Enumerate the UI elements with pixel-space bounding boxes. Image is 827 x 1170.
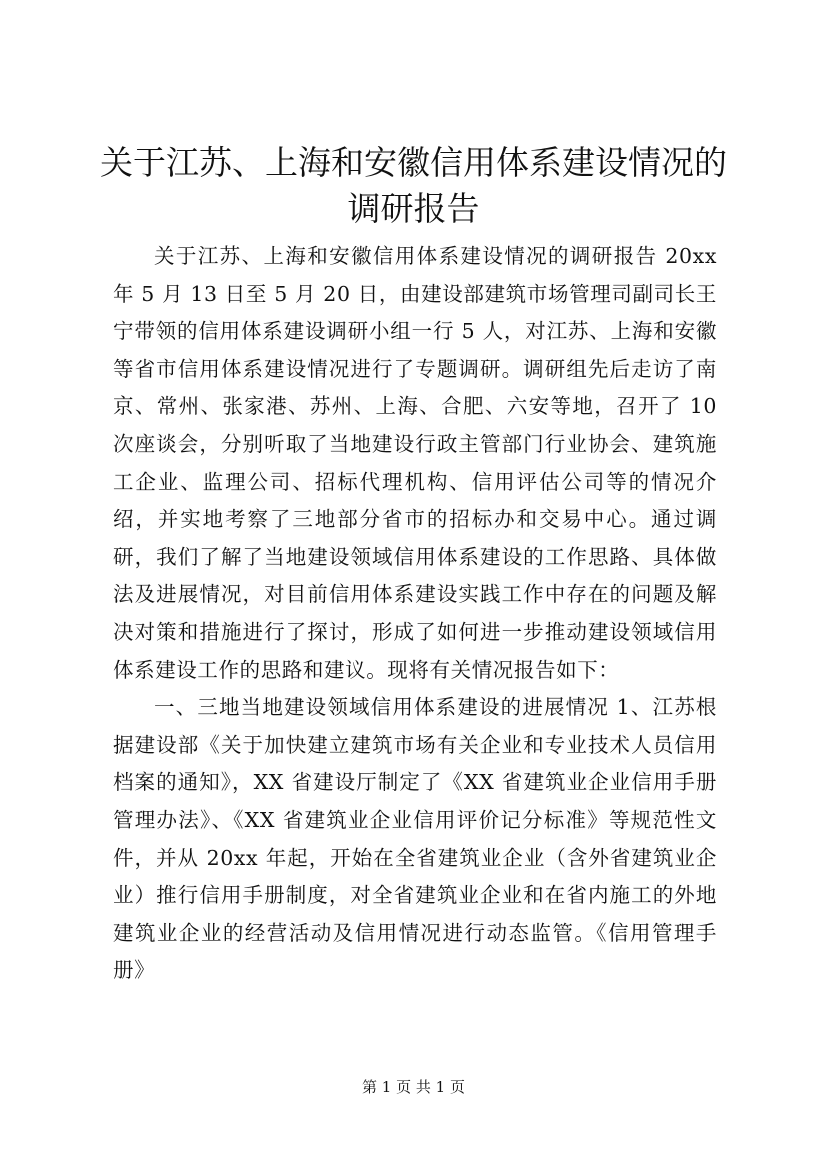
page-number-footer: 第 1 页 共 1 页 xyxy=(362,1078,465,1096)
document-body xyxy=(113,238,717,990)
document-title: 关于江苏、上海和安徽信用体系建设情况的调研报告 xyxy=(100,143,727,228)
paragraph-intro: 关于江苏、上海和安徽信用体系建设情况的调研报告 20xx 年 5 月 13 日至 5 月 20 日，由建设部建筑市场管理司副司长王宁带领的信用体系建设调研小组一行 5 人，对江苏、上海和安徽等省市信用体系建设情况进行了专题调研。调研组先后走访了南京、常州、张家港、苏州、上海、合肥、六安等地，召开了 10 次座谈会，分别听取了当地建设行政主管部门行业协会、建筑施工企业、监理公司、招标代理机构、信用评估公司等的情况介绍，并实地考察了三地部分省市的招标办和交易中心。通过调研，我们了解了当地建设领域信用体系建设的工作思路、具体做法及进展情况，对目前信用体系建设实践工作中存在的问题及解决对策和措施进行了探讨，形成了如何进一步推动建设领域信用体系建设工作的思路和建议。现将有关情况报告如下： xyxy=(113,244,717,682)
paragraph-section-one: 一、三地当地建设领域信用体系建设的进展情况 1、江苏根据建设部《关于加快建立建筑市场有关企业和专业技术人员信用档案的通知》，XX 省建设厅制定了《XX 省建筑业企业信用手册管理办法》、《XX 省建筑业企业信用评价记分标准》等规范性文件，并从 20xx 年起，开始在全省建筑业企业（含外省建筑业企业）推行信用手册制度，对全省建筑业企业和在省内施工的外地建筑业企业的经营活动及信用情况进行动态监管。《信用管理手册》 xyxy=(113,695,717,983)
